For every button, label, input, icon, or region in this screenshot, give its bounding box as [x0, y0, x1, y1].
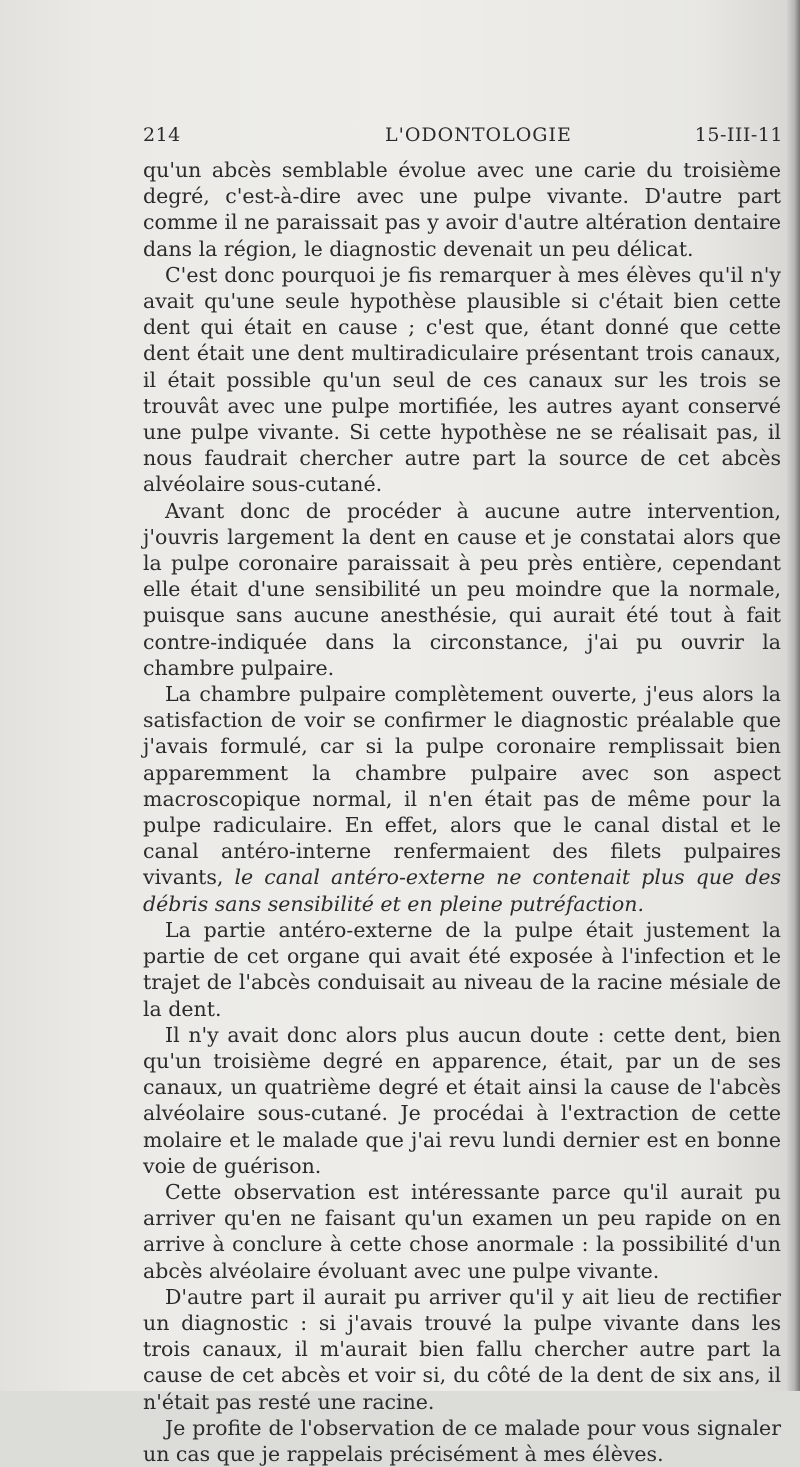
paragraph-5: La partie antéro-externe de la pulpe était justement la partie de cet organe qui avait été exposée à l'infection et le trajet de l'abcès conduisait au niveau de la racine mésiale de la dent. — [143, 917, 781, 1021]
paragraph-2: C'est donc pourquoi je fis remarquer à mes élèves qu'il n'y avait qu'une seule hypothèse plausible si c'était bien cette dent qui était en cause ; c'est que, étant donné que cette dent était une dent multiradiculaire présentant trois canaux, il était possible qu'un seul de ces canaux sur les trois se trouvât avec une pulpe mortifiée, les autres ayant conservé une pulpe vivante. Si cette hypothèse ne se réalisait pas, il nous faudrait chercher autre part la source de cet abcès alvéolaire sous-cutané. — [143, 262, 781, 497]
running-title: L'ODONTOLOGIE — [385, 124, 572, 146]
paragraph-6: Il n'y avait donc alors plus aucun doute : cette dent, bien qu'un troisième degré en apparence, était, par un de ses canaux, un quatrième degré et était ainsi la cause de l'abcès alvéolaire sous-cutané. Je procédai à l'extraction de cette molaire et le malade que j'ai revu lundi dernier est en bonne voie de guérison. — [143, 1022, 781, 1178]
paragraph-4-text: La chambre pulpaire complètement ouverte, j'eus alors la satisfaction de voir se confirmer le diagnostic préalable que j'avais formulé, car si la pulpe coronaire remplissait bien apparemment la chambre pulpaire avec son aspect macroscopique normal, il n'en était pas de même pour la pulpe radiculaire. En effet, alors que le canal distal et le canal antéro-interne renfermaient des filets pulpaires vivants, — [143, 682, 781, 890]
page-edge-shadow — [786, 0, 800, 1391]
paragraph-1: qu'un abcès semblable évolue avec une carie du troisième degré, c'est-à-dire avec une pulpe vivante. D'autre part comme il ne paraissait pas y avoir d'autre altération dentaire dans la région, le diagnostic devenait un peu délicat. — [143, 158, 781, 261]
article-body — [143, 157, 781, 1467]
paragraph-4-italic: le canal antéro-externe ne contenait plus que des débris sans sensibilité et en pleine putréfaction. — [143, 865, 782, 916]
paragraph-3: Avant donc de procéder à aucune autre intervention, j'ouvris largement la dent en cause et je constatai alors que la pulpe coronaire paraissait à peu près entière, cependant elle était d'une sensibilité un peu moindre que la normale, puisque sans aucune anesthésie, qui aurait été tout à fait contre-indiquée dans la circonstance, j'ai pu ouvrir la chambre pulpaire. — [143, 498, 781, 680]
issue-date: 15-III-11 — [694, 124, 783, 146]
paragraph-9: Je profite de l'observation de ce malade pour vous signaler un cas que je rappelais précisément à mes élèves. — [143, 1415, 781, 1466]
page-number: 214 — [143, 124, 181, 146]
paragraph-8: D'autre part il aurait pu arriver qu'il y ait lieu de rectifier un diagnostic : si j'avais trouvé la pulpe vivante dans les trois canaux, il m'aurait bien fallu chercher autre part la cause de cet abcès et voir si, du côté de la dent de six ans, il n'était pas resté une racine. — [143, 1284, 781, 1414]
running-header — [143, 124, 783, 152]
paragraph-7: Cette observation est intéressante parce qu'il aurait pu arriver qu'en ne faisant qu'un examen un peu rapide on en arrive à conclure à cette chose anormale : la possibilité d'un abcès alvéolaire évoluant avec une pulpe vivante. — [143, 1179, 781, 1283]
paragraph-4 — [143, 681, 781, 917]
